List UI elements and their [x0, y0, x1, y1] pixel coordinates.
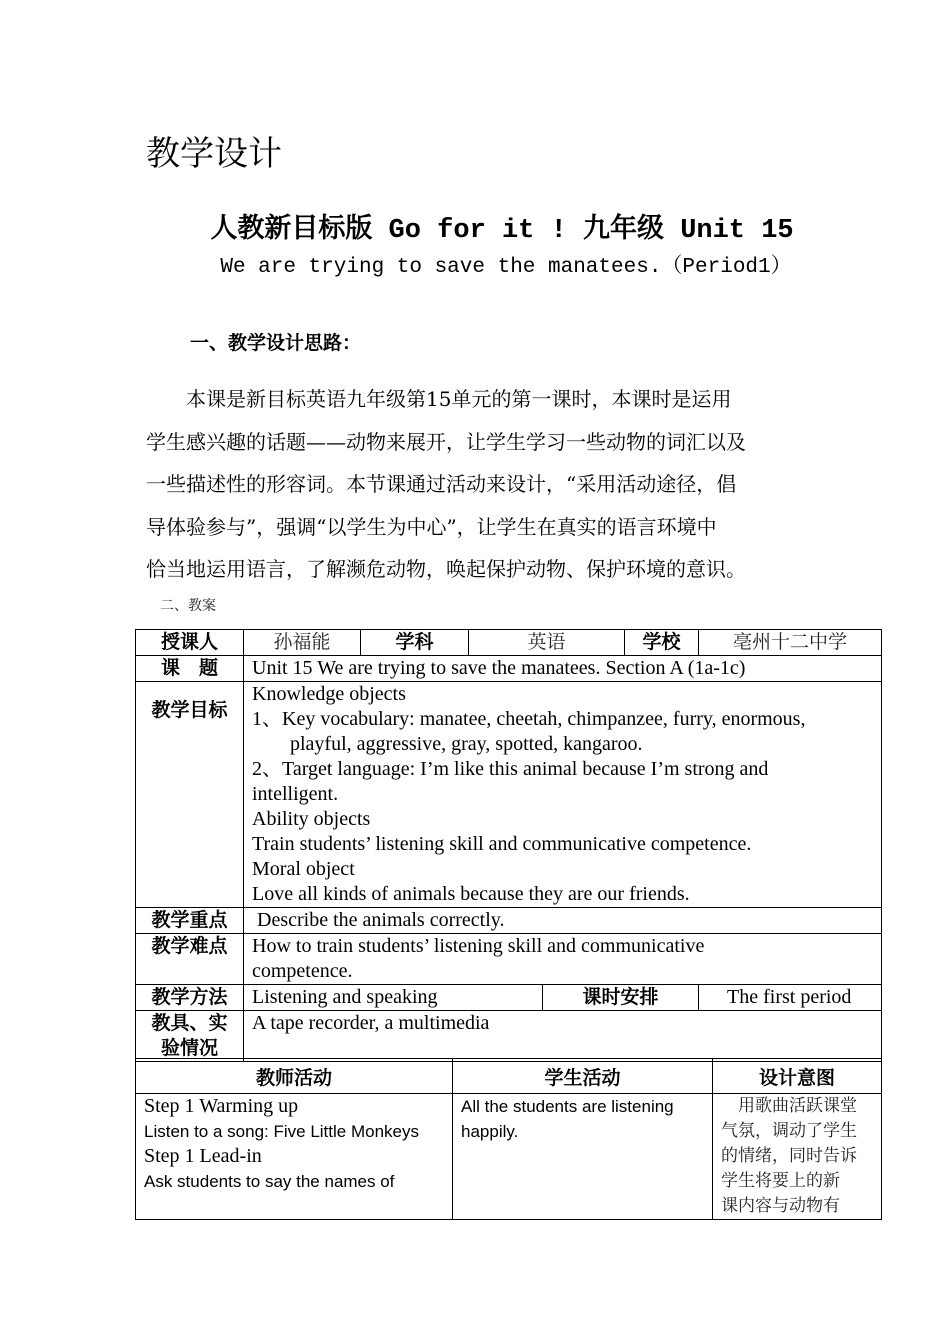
- column-header-intent: 设计意图: [713, 1059, 882, 1094]
- teacher-value: 孙福能: [244, 630, 361, 656]
- design-idea-paragraph: [146, 378, 812, 591]
- goals-line: 2、Target language: I’m like this animal because I’m strong and intelligent.: [252, 758, 769, 805]
- design-intent-cell: [713, 1094, 882, 1220]
- goals-label: 教学目标: [136, 682, 244, 908]
- schedule-label: 课时安排: [543, 985, 699, 1011]
- paragraph-line: 学生感兴趣的话题——动物来展开，让学生学习一些动物的词汇以及: [146, 429, 746, 454]
- step-title: Step 1 Lead-in: [144, 1145, 262, 1167]
- tools-label: 教具、实验情况: [136, 1011, 244, 1062]
- focus-value: Describe the animals correctly.: [244, 908, 882, 934]
- teacher-activity-cell: [136, 1094, 453, 1220]
- paragraph-line: 导体验参与”，强调“以学生为中心”，让学生在真实的语言环境中: [146, 514, 717, 539]
- step-note: Listen to a song: Five Little Monkeys: [144, 1122, 419, 1141]
- step-title: Step 1 Warming up: [144, 1095, 299, 1117]
- table-header-row: [136, 1059, 882, 1094]
- intent-line: 气氛，调动了学生: [721, 1121, 857, 1141]
- goals-line: Knowledge objects: [252, 683, 406, 705]
- goals-value: [244, 682, 882, 908]
- table-row: [136, 985, 882, 1011]
- paragraph-line: 本课是新目标英语九年级第15单元的第一课时，本课时是运用: [146, 387, 732, 411]
- student-activity-cell: All the students are listening happily.: [453, 1094, 713, 1220]
- table-row: [136, 656, 882, 682]
- section-heading-design-idea: 一、教学设计思路：: [190, 332, 362, 354]
- focus-label: 教学重点: [136, 908, 244, 934]
- goals-line: playful, aggressive, gray, spotted, kangaroo.: [290, 733, 643, 755]
- table-row: [136, 1094, 882, 1220]
- goals-line: Train students’ listening skill and communicative competence.: [252, 833, 752, 855]
- intent-line: 用歌曲活跃课堂: [721, 1096, 857, 1116]
- lesson-subheading: We are trying to save the manatees.（Period1）: [220, 256, 792, 279]
- section-heading-lesson-plan: 二、教案: [160, 598, 216, 614]
- difficulty-value: How to train students’ listening skill and communicative competence.: [244, 934, 882, 985]
- paragraph-line: 恰当地运用语言，了解濒危动物，唤起保护动物、保护环境的意识。: [146, 557, 746, 581]
- method-label: 教学方法: [136, 985, 244, 1011]
- difficulty-label: 教学难点: [136, 934, 244, 985]
- table-row: [136, 908, 882, 934]
- topic-value: Unit 15 We are trying to save the manatees. Section A (1a-1c): [244, 656, 882, 682]
- topic-label: 课 题: [136, 656, 244, 682]
- column-header-student: 学生活动: [453, 1059, 713, 1094]
- goals-line: Moral object: [252, 858, 355, 880]
- school-label: 学校: [625, 630, 699, 656]
- school-value: 亳州十二中学: [699, 630, 882, 656]
- subject-value: 英语: [469, 630, 625, 656]
- schedule-value: The first period: [699, 985, 882, 1011]
- goals-line: 1、Key vocabulary: manatee, cheetah, chimpanzee, furry, enormous,: [252, 708, 806, 730]
- intent-line: 的情绪，同时告诉: [721, 1146, 857, 1166]
- tools-value: A tape recorder, a multimedia: [244, 1011, 882, 1062]
- lesson-heading: 人教新目标版 Go for it ! 九年级 Unit 15: [210, 216, 794, 246]
- column-header-teacher: 教师活动: [136, 1059, 453, 1094]
- teacher-label: 授课人: [136, 630, 244, 656]
- goals-line: Love all kinds of animals because they are our friends.: [252, 883, 690, 905]
- table-row: [136, 934, 882, 985]
- paragraph-line: 一些描述性的形容词。本节课通过活动来设计，“采用活动途径，倡: [146, 472, 737, 496]
- intent-line: 课内容与动物有: [721, 1196, 840, 1216]
- lesson-info-table: [135, 629, 882, 1062]
- step-note: Ask students to say the names of: [144, 1172, 395, 1191]
- goals-line: Ability objects: [252, 808, 371, 830]
- table-row: [136, 630, 882, 656]
- intent-line: 学生将要上的新: [721, 1171, 840, 1191]
- table-row: [136, 1011, 882, 1062]
- document-title: 教学设计: [146, 134, 282, 174]
- subject-label: 学科: [361, 630, 469, 656]
- method-value: Listening and speaking: [244, 985, 543, 1011]
- activity-table: [135, 1058, 882, 1220]
- table-row: [136, 682, 882, 908]
